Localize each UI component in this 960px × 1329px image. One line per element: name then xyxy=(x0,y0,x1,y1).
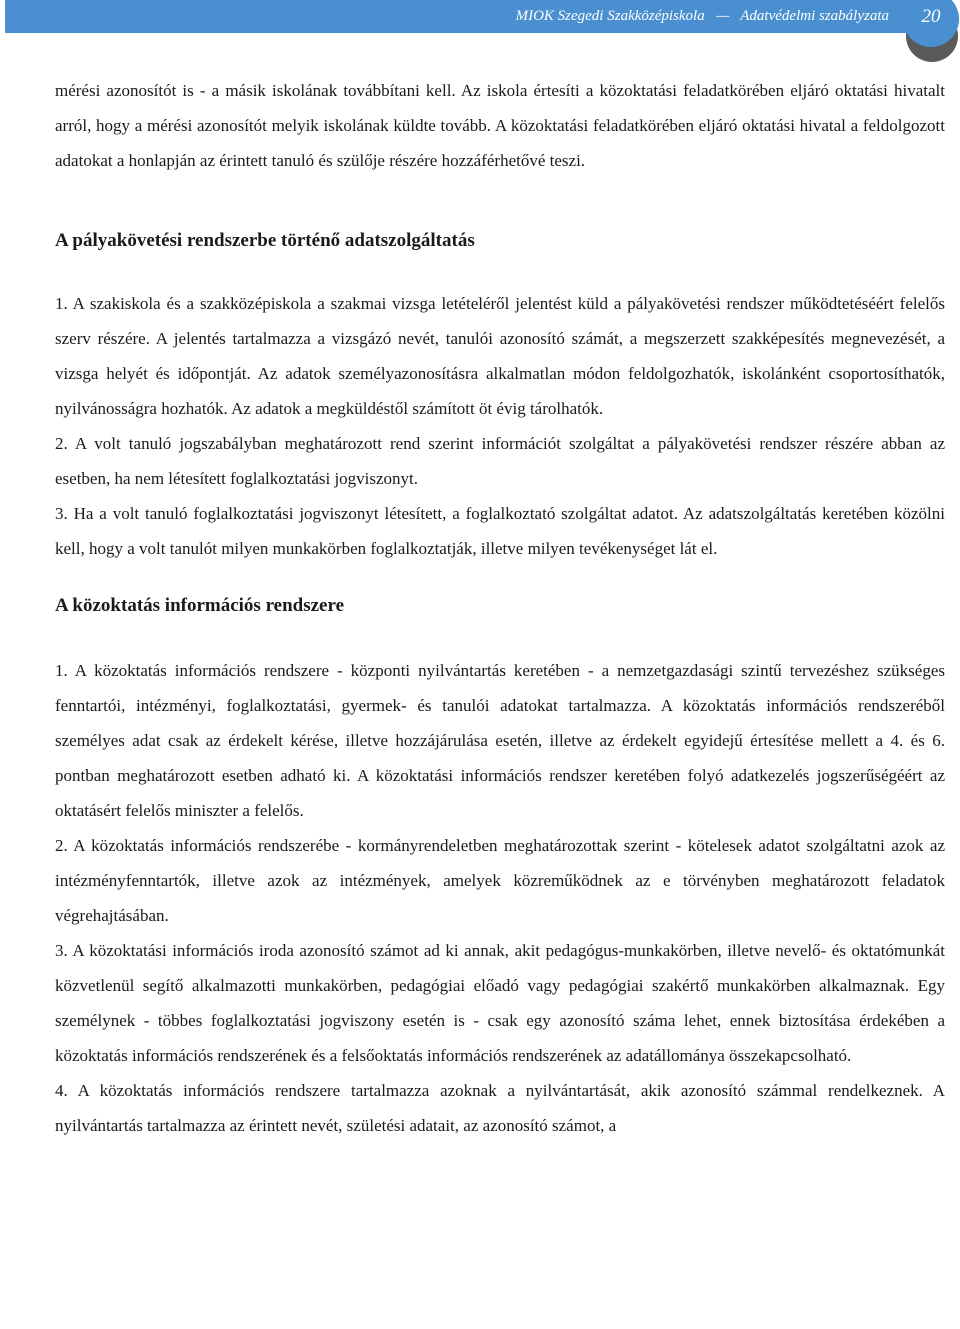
header-title: MIOK Szegedi Szakközépiskola — Adatvédelmi szabályzata xyxy=(515,8,889,24)
paragraph: 1. A szakiskola és a szakközépiskola a szakmai vizsga letételéről jelentést küld a pályakövetési rendszer működtetéséért felelős szerv részére. A jelentés tartalmazza a vizsgázó nevét, tanulói azonosító számát, a megszerzett szakképesítés megnevezését, a vizsga helyét és időpontját. Az adatok személyazonosításra alkalmatlan módon feldolgozhatók, iskolánként csoportosíthatók, nyilvánosságra hozhatók. Az adatok a megküldéstől számított öt évig tárolhatók. xyxy=(55,294,945,418)
paragraph: mérési azonosítót is - a másik iskolának továbbítani kell. Az iskola értesíti a közoktatási feladatkörében eljáró oktatási hivatalt arról, hogy a mérési azonosítót melyik iskolának küldte tovább. A közoktatási feladatkörében eljáró oktatási hivatal a feldolgozott adatokat a honlapján az érintett tanuló és szülője részére hozzáférhetővé teszi. xyxy=(55,81,945,170)
paragraph: 3. Ha a volt tanuló foglalkoztatási jogviszonyt létesített, a foglalkoztató szolgáltat adatot. Az adatszolgáltatás keretében közölni kell, hogy a volt tanulót milyen munkakörben foglalkoztatják, illetve milyen tevékenységet lát el. xyxy=(55,504,945,558)
document-body xyxy=(55,73,945,1143)
paragraph: 4. A közoktatás információs rendszere tartalmazza azoknak a nyilvántartását, akik azonosító számmal rendelkeznek. A nyilvántartás tartalmazza az érintett nevét, születési adatait, az azonosító számot, a xyxy=(55,1081,945,1135)
paragraph: 2. A közoktatás információs rendszerébe - kormányrendeletben meghatározottak szerint - kötelesek adatot szolgáltatni azok az intézményfenntartók, illetve azok az intézmények, amelyek közreműködnek az e törvényben meghatározott feladatok végrehajtásában. xyxy=(55,836,945,925)
paragraph: 3. A közoktatási információs iroda azonosító számot ad ki annak, akit pedagógus-munkakörben, illetve nevelő- és oktatómunkát közvetlenül segítő alkalmazotti munkakörben, pedagógiai előadó vagy pedagógiai szakértő munkakörben alkalmaznak. Egy személynek - többes foglalkoztatási jogviszony esetén is - csak egy azonosító száma lehet, ennek biztosítása érdekében a közoktatás információs rendszerének és a felsőoktatás információs rendszerének az adatállománya összekapcsolható. xyxy=(55,941,945,1065)
section-heading-informacios-rendszer: A közoktatás információs rendszere xyxy=(55,595,345,616)
paragraph: 1. A közoktatás információs rendszere - központi nyilvántartás keretében - a nemzetgazdasági szintű tervezéshez szükséges fenntartói, intézményi, foglalkoztatási, gyermek- és tanulói adatokat tartalmazza. A közoktatás információs rendszeréből személyes adat csak az érdekelt kérése, illetve hozzájárulása esetén, illetve az érdekelt egyidejű értesítése mellett a 4. és 6. pontban meghatározott esetben adható ki. A közoktatási információs rendszer keretében folyó adatkezelés jogszerűségéért az oktatásért felelős miniszter a felelős. xyxy=(55,661,945,820)
section-heading-palyakovetesi: A pályakövetési rendszerbe történő adatszolgáltatás xyxy=(55,230,475,251)
page-number: 20 xyxy=(921,6,941,27)
paragraph: 2. A volt tanuló jogszabályban meghatározott rend szerint információt szolgáltat a pályakövetési rendszer részére abban az esetben, ha nem létesített foglalkoztatási jogviszonyt. xyxy=(55,434,945,488)
page-header xyxy=(5,0,930,33)
